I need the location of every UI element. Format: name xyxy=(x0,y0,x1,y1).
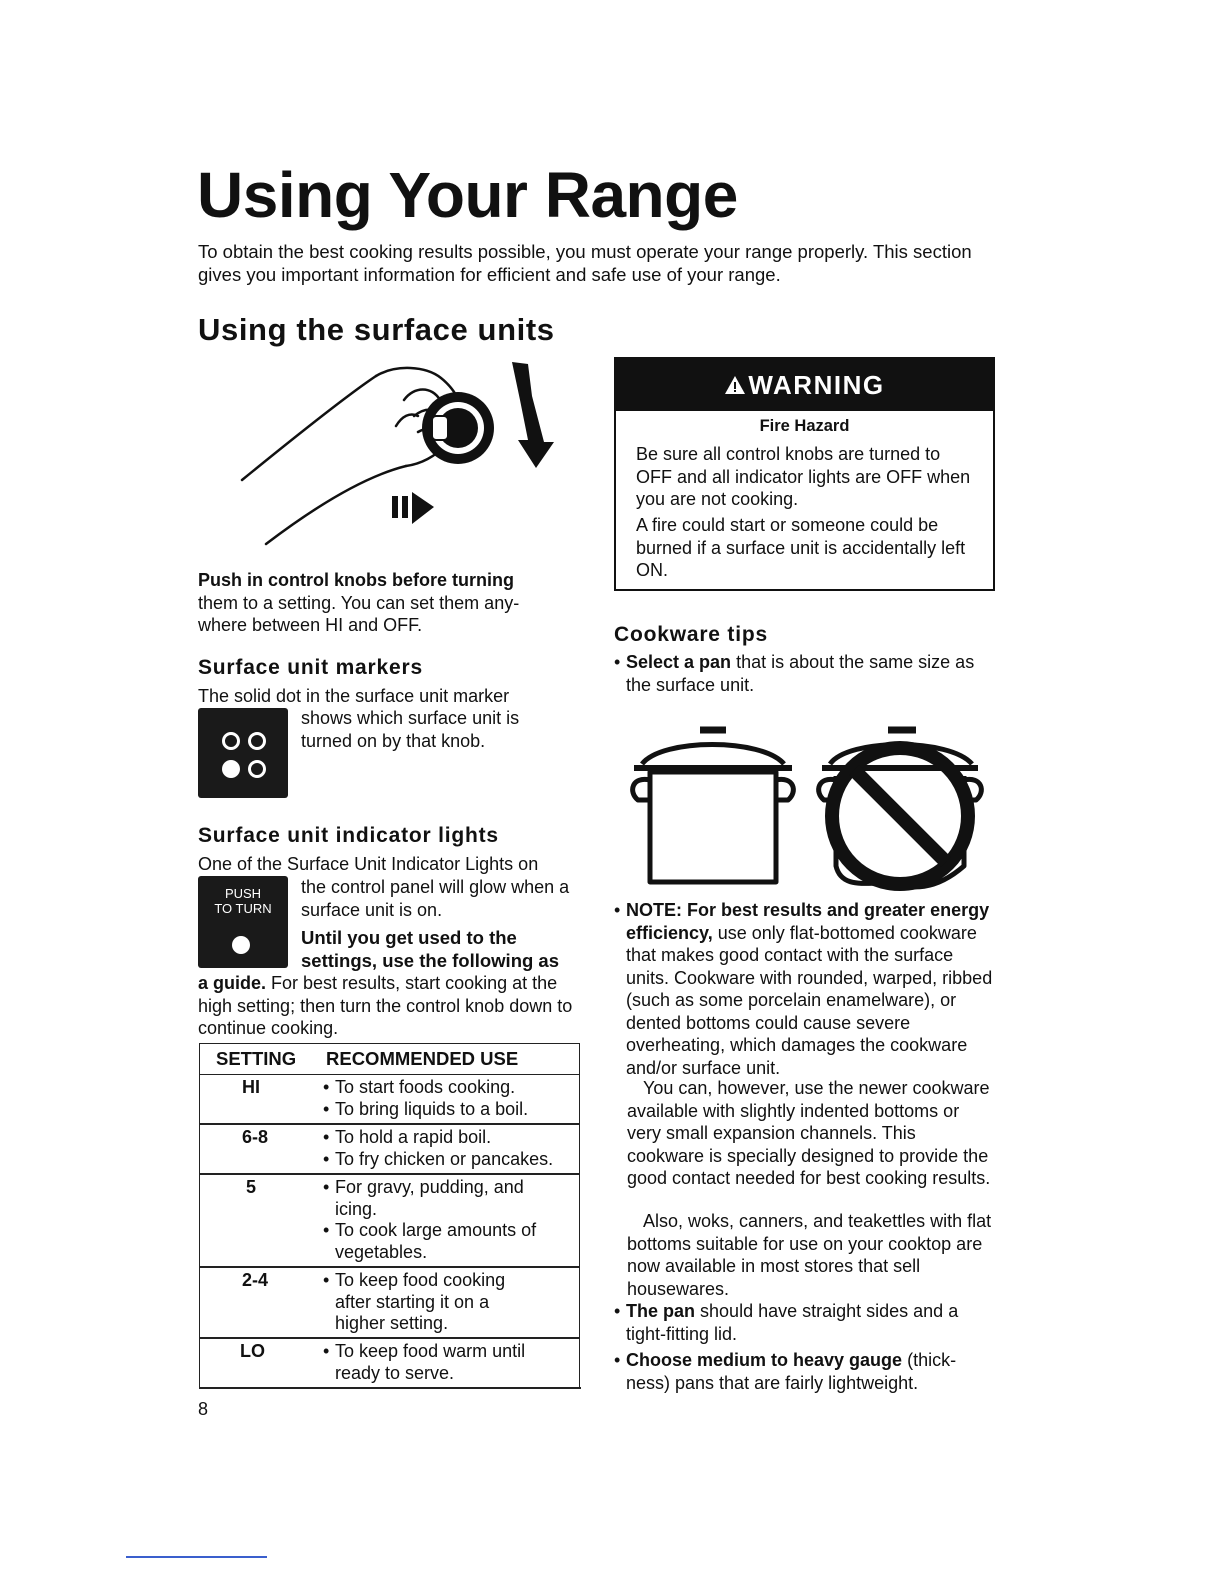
warning-triangle-icon xyxy=(724,375,746,395)
row-use: • To hold a rapid boil. xyxy=(323,1127,573,1149)
cookware-tip xyxy=(614,651,994,696)
row-use: • To cook large amounts of vegetables. xyxy=(323,1220,545,1263)
row-setting: HI xyxy=(242,1077,260,1097)
cookware-tip-list xyxy=(614,1300,998,1394)
warning-paragraph-1: Be sure all control knobs are turned to OFF and all indicator lights are OFF when you are not cooking. xyxy=(636,444,971,509)
row-use: • To keep food warm until ready to serve. xyxy=(323,1341,560,1384)
row-use: • To bring liquids to a boil. xyxy=(323,1099,573,1121)
row-divider xyxy=(200,1173,579,1175)
markers-heading: Surface unit markers xyxy=(198,656,423,679)
tip-text: should have straight sides and a tight-fitting lid. xyxy=(626,1301,959,1344)
header-setting: SETTING xyxy=(216,1048,297,1069)
knob-instructions-lead: Push in control knobs before turning xyxy=(198,570,515,590)
knob-instructions-text: them to a setting. You can set them any-where between HI and OFF. xyxy=(198,592,520,635)
row-uses xyxy=(323,1077,573,1120)
row-uses xyxy=(323,1270,573,1335)
row-divider xyxy=(200,1266,579,1268)
row-setting: LO xyxy=(240,1341,265,1361)
markers-text-rest: shows which surface unit is turned on by that knob. xyxy=(301,708,520,751)
cookware-paragraph-2: You can, however, use the newer cookware available with slightly indented bottoms or very small expansion channels. This cookware is specially designed to provide the good contact needed for best cooking results. xyxy=(627,1078,991,1188)
cookware-tip xyxy=(614,1349,998,1394)
row-use: • To keep food cooking after starting it on a higher setting. xyxy=(323,1270,535,1335)
intro-paragraph: To obtain the best cooking results possible, you must operate your range properly. This section gives you important information for efficient and safe use of your range. xyxy=(198,241,972,285)
row-setting: 2-4 xyxy=(242,1270,269,1290)
pots-illustration xyxy=(622,716,990,894)
row-divider xyxy=(200,1337,579,1339)
tip-bold: Choose medium to heavy gauge xyxy=(626,1350,903,1370)
table-bottom-border xyxy=(199,1387,581,1389)
row-divider xyxy=(200,1123,579,1125)
tip-text: (thick-ness) pans that are fairly lightweight. xyxy=(626,1350,957,1393)
row-uses xyxy=(323,1177,573,1263)
marker-open-dot-icon xyxy=(248,732,266,750)
row-use: • To start foods cooking. xyxy=(323,1077,573,1099)
page-number: 8 xyxy=(198,1399,209,1419)
section-title: Using the surface units xyxy=(198,312,555,347)
tip-text: that is about the same size as the surface unit. xyxy=(626,652,975,695)
cookware-tip xyxy=(614,1300,998,1345)
row-use: • To fry chicken or pancakes. xyxy=(323,1149,573,1171)
tip-bold: Select a pan xyxy=(626,652,732,672)
warning-paragraph-2: A fire could start or someone could be burned if a surface unit is accidentally left ON. xyxy=(636,515,966,580)
warning-band xyxy=(616,359,993,411)
page-title: Using Your Range xyxy=(197,159,738,231)
flat-bottom-pot-icon xyxy=(633,730,794,882)
warning-label: WARNING xyxy=(748,370,885,400)
marker-open-dot-icon xyxy=(222,732,240,750)
indicator-icon-label-turn: TO TURN xyxy=(214,901,272,916)
row-setting: 6-8 xyxy=(242,1127,269,1147)
row-uses xyxy=(323,1127,573,1170)
indicator-guide-bold-end: a guide. xyxy=(198,973,267,993)
tip-bold: The pan xyxy=(626,1301,696,1321)
indicator-guide-bold: Until you get used to the settings, use the following as xyxy=(301,927,560,971)
indicator-light-icon xyxy=(198,876,288,968)
warning-hazard-title: Fire Hazard xyxy=(759,417,850,435)
marker-solid-dot-icon xyxy=(222,760,240,778)
cookware-tip xyxy=(614,899,998,1079)
indicator-light-dot-icon xyxy=(232,936,250,954)
indicator-icon-label-push: PUSH xyxy=(224,886,262,901)
footer-rule xyxy=(126,1556,267,1558)
row-uses xyxy=(323,1341,573,1384)
cookware-heading: Cookware tips xyxy=(614,623,768,646)
indicator-guide-text: For best results, start cooking at the high setting; then turn the control knob down to continue cooking. xyxy=(198,973,573,1038)
hand-pushing-knob-illustration xyxy=(236,356,566,556)
tip-text: use only flat-bottomed cookware that makes good contact with the surface units. Cookware with rounded, warped, ribbed (such as some porcelain enamelware), or dented bottoms could cause severe overheating, which damages the cookware and/or surface unit. xyxy=(626,922,993,1078)
markers-text-line1: The solid dot in the surface unit marker xyxy=(198,686,510,706)
header-recommended-use: RECOMMENDED USE xyxy=(326,1048,519,1069)
settings-table xyxy=(199,1043,580,1389)
indicator-guide xyxy=(198,972,578,1040)
cookware-tip-select xyxy=(614,651,994,696)
indicator-heading: Surface unit indicator lights xyxy=(198,824,499,847)
knob-instructions xyxy=(198,569,558,637)
warning-box xyxy=(614,357,995,591)
settings-table-header xyxy=(200,1043,579,1075)
row-use: • For gravy, pudding, and icing. xyxy=(323,1177,535,1220)
indicator-text-rest: the control panel will glow when a surface unit is on. xyxy=(301,877,570,920)
marker-open-dot-icon xyxy=(248,760,266,778)
indicator-text-line1: One of the Surface Unit Indicator Lights on xyxy=(198,854,539,874)
cookware-paragraph-3: Also, woks, canners, and teakettles with flat bottoms suitable for use on your cooktop are now available in most stores that sell housewares. xyxy=(627,1211,992,1299)
surface-unit-marker-icon xyxy=(198,708,288,798)
row-setting: 5 xyxy=(246,1177,257,1197)
tip-bold: NOTE: For best results and greater energy efficiency, xyxy=(626,900,990,943)
cookware-note xyxy=(614,899,998,1079)
